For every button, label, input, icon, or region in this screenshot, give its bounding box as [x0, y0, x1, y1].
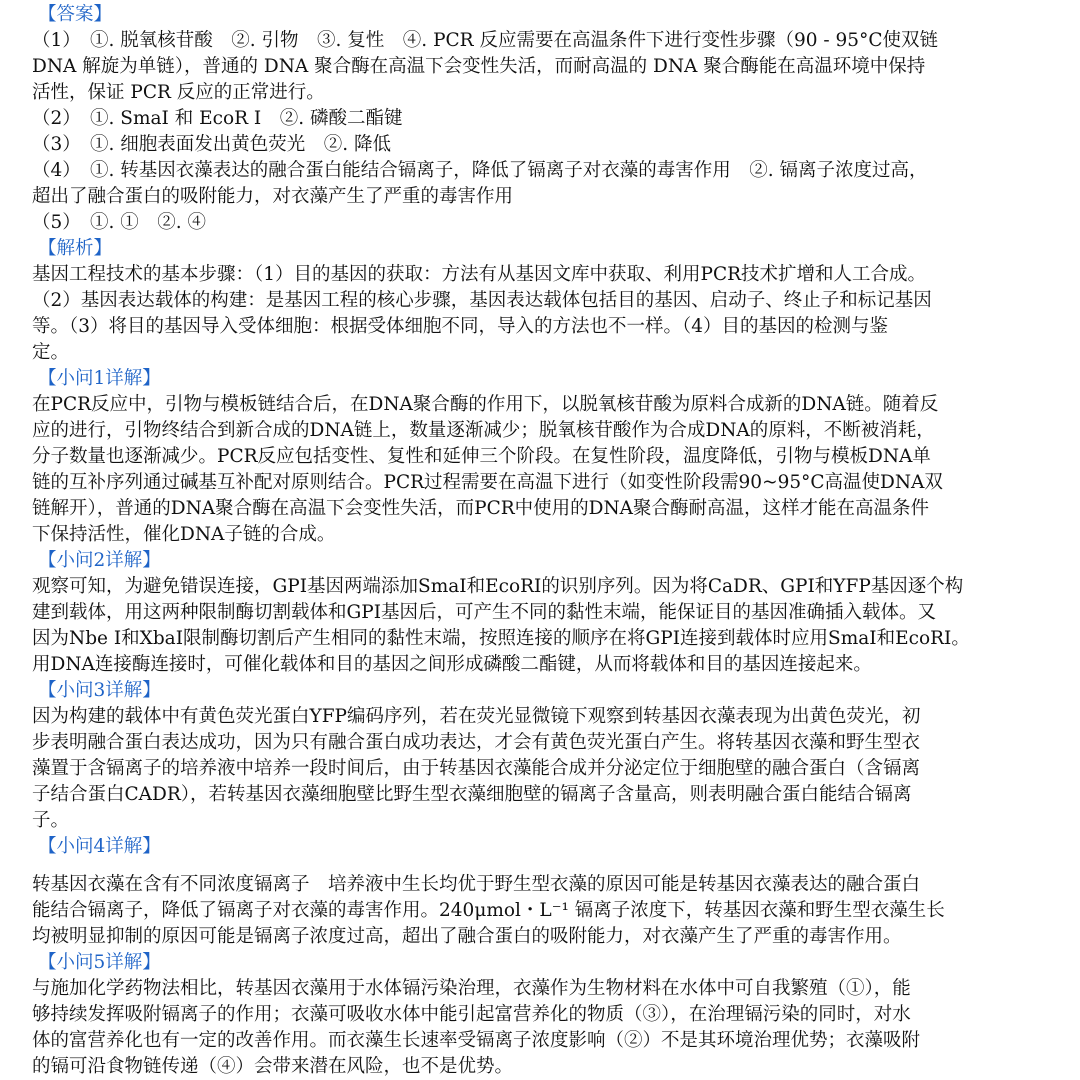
q2-line: 用DNA连接酶连接时，可催化载体和目的基因之间形成磷酸二酯键，从而将载体和目的基因连接起来。	[32, 654, 872, 675]
answer-line: （3） ①. 细胞表面发出黄色荧光 ②. 降低	[32, 134, 392, 155]
q4-heading: 【小问4详解】	[38, 836, 161, 857]
q1-line: 分子数量也逐渐减少。PCR反应包括变性、复性和延伸三个阶段。在复性阶段，温度降低，引物与模板DNA单	[32, 446, 931, 467]
q3-line: 子。	[32, 810, 70, 831]
answer-line: （2） ①. SmaI 和 EcoR Ⅰ ②. 磷酸二酯键	[32, 108, 403, 129]
q1-line: 在PCR反应中，引物与模板链结合后，在DNA聚合酶的作用下，以脱氧核苷酸为原料合成新的DNA链。随着反	[32, 394, 939, 415]
answer-line: 超出了融合蛋白的吸附能力，对衣藻产生了严重的毒害作用	[32, 186, 514, 207]
answer-line: DNA 解旋为单链），普通的 DNA 聚合酶在高温下会变性失活，而耐高温的 DNA 聚合酶能在高温环境中保持	[32, 56, 926, 77]
analysis-line: （2）基因表达载体的构建：是基因工程的核心步骤，基因表达载体包括目的基因、启动子、终止子和标记基因	[32, 290, 932, 311]
answer-heading: 【答案】	[38, 4, 113, 25]
q4-line: 能结合镉离子，降低了镉离子对衣藻的毒害作用。240μmol・L⁻¹ 镉离子浓度下，转基因衣藻和野生型衣藻生长	[32, 900, 945, 921]
answer-line: 活性，保证 PCR 反应的正常进行。	[32, 82, 325, 103]
q5-line: 的镉可沿食物链传递（④）会带来潜在风险，也不是优势。	[32, 1056, 514, 1077]
q5-line: 够持续发挥吸附镉离子的作用；衣藻可吸收水体中能引起富营养化的物质（③），在治理镉污染的同时，对水	[32, 1004, 911, 1025]
analysis-line: 基因工程技术的基本步骤：（1）目的基因的获取：方法有从基因文库中获取、利用PCR技术扩增和人工合成。	[32, 264, 927, 285]
q3-line: 步表明融合蛋白表达成功，因为只有融合蛋白成功表达，才会有黄色荧光蛋白产生。将转基因衣藻和野生型衣	[32, 732, 921, 753]
q2-line: 建到载体，用这两种限制酶切割载体和GPI基因后，可产生不同的黏性末端，能保证目的基因准确插入载体。又	[32, 602, 937, 623]
analysis-heading: 【解析】	[38, 238, 113, 259]
q4-line: 均被明显抑制的原因可能是镉离子浓度过高，超出了融合蛋白的吸附能力，对衣藻产生了严重的毒害作用。	[32, 926, 902, 947]
q1-line: 应的进行，引物终结合到新合成的DNA链上，数量逐渐减少；脱氧核苷酸作为合成DNA的原料，不断被消耗，	[32, 420, 935, 441]
q2-heading: 【小问2详解】	[38, 550, 161, 571]
q5-line: 体的富营养化也有一定的改善作用。而衣藻生长速率受镉离子浓度影响（②）不是其环境治理优势；衣藻吸附	[32, 1030, 921, 1051]
q3-line: 藻置于含镉离子的培养液中培养一段时间后，由于转基因衣藻能合成并分泌定位于细胞壁的融合蛋白（含镉离	[32, 758, 921, 779]
q5-line: 与施加化学药物法相比，转基因衣藻用于水体镉污染治理，衣藻作为生物材料在水体中可自我繁殖（①），能	[32, 978, 911, 999]
q3-heading: 【小问3详解】	[38, 680, 161, 701]
q5-heading: 【小问5详解】	[38, 952, 161, 973]
spacer	[32, 860, 1062, 872]
q3-line: 因为构建的载体中有黄色荧光蛋白YFP编码序列，若在荧光显微镜下观察到转基因衣藻表现为出黄色荧光，初	[32, 706, 921, 727]
analysis-line: 定。	[32, 342, 70, 363]
q2-line: 因为Nbe I和XbaI限制酶切割后产生相同的黏性末端，按照连接的顺序在将GPI连接到载体时应用SmaI和EcoRI。	[32, 628, 970, 649]
answer-line: （5） ①. ① ②. ④	[32, 212, 207, 233]
analysis-line: 等。（3）将目的基因导入受体细胞：根据受体细胞不同，导入的方法也不一样。（4）目的基因的检测与鉴	[32, 316, 889, 337]
answer-line: （1） ①. 脱氧核苷酸 ②. 引物 ③. 复性 ④. PCR 反应需要在高温条件下进行变性步骤（90 - 95°C使双链	[32, 30, 938, 51]
q1-heading: 【小问1详解】	[38, 368, 161, 389]
q4-line: 转基因衣藻在含有不同浓度镉离子 培养液中生长均优于野生型衣藻的原因可能是转基因衣藻表达的融合蛋白	[32, 874, 921, 895]
q3-line: 子结合蛋白CADR），若转基因衣藻细胞壁比野生型衣藻细胞壁的镉离子含量高，则表明融合蛋白能结合镉离	[32, 784, 912, 805]
q1-line: 下保持活性，催化DNA子链的合成。	[32, 524, 336, 545]
q2-line: 观察可知，为避免错误连接，GPI基因两端添加SmaI和EcoRI的识别序列。因为将CaDR、GPI和YFP基因逐个构	[32, 576, 964, 597]
q1-line: 链解开），普通的DNA聚合酶在高温下会变性失活，而PCR中使用的DNA聚合酶耐高温，这样才能在高温条件	[32, 498, 930, 519]
answer-line: （4） ①. 转基因衣藻表达的融合蛋白能结合镉离子，降低了镉离子对衣藻的毒害作用 ②. 镉离子浓度过高，	[32, 160, 928, 181]
q1-line: 链的互补序列通过碱基互补配对原则结合。PCR过程需要在高温下进行（如变性阶段需90~95°C高温使DNA双	[32, 472, 943, 493]
